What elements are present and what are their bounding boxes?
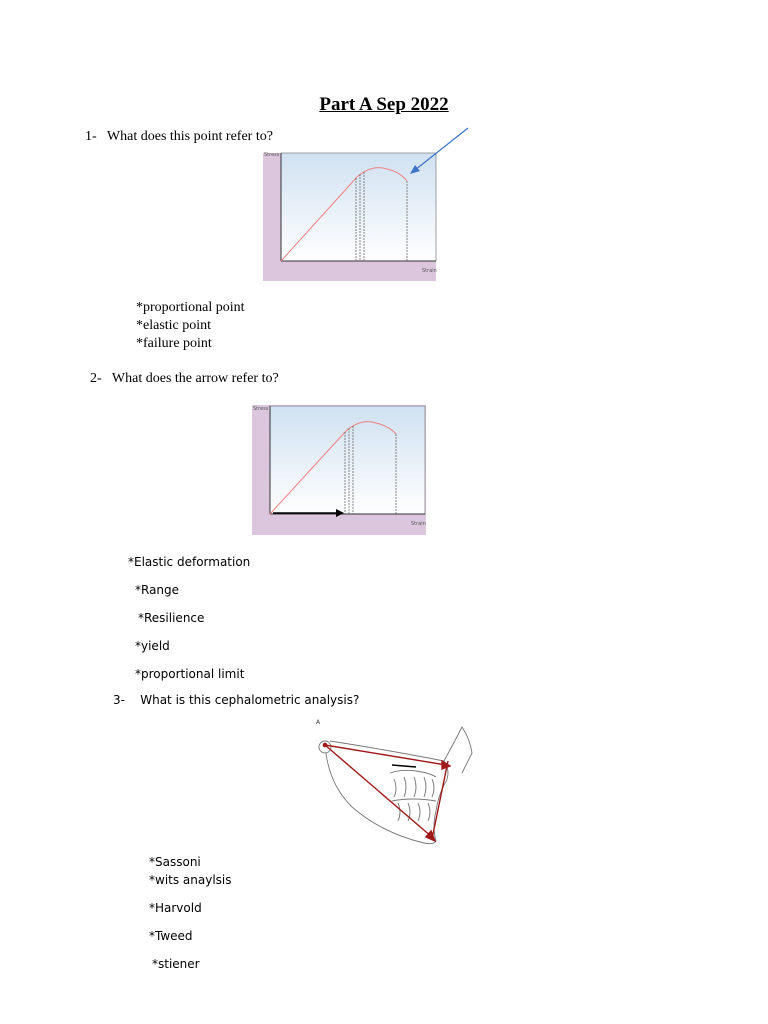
question-number: 2- [90,371,102,386]
y-axis-label: Stress [253,406,269,412]
page-title: Part A Sep 2022 [319,94,449,115]
pointer-arrow [410,128,468,174]
x-axis-label: Strain [411,521,426,527]
skull-outline [319,727,472,844]
analysis-lines [323,743,450,841]
option-q3-4[interactable]: *Tweed [149,929,193,943]
occlusal-plane-line [392,765,416,767]
point-label: A [316,719,321,726]
graph-plot-area [270,406,425,514]
option-q2-4[interactable]: *yield [135,639,170,653]
question-number: 3- [113,693,125,707]
option-q3-3[interactable]: *Harvold [149,901,202,915]
option-q3-5[interactable]: *stiener [152,957,200,971]
option-q2-5[interactable]: *proportional limit [135,667,245,681]
option-q2-1[interactable]: *Elastic deformation [128,555,251,569]
answer-option[interactable]: *proportional point [136,300,245,315]
stress-strain-graph-1 [262,124,472,284]
option-q2-3[interactable]: *Resilience [138,611,205,625]
question-2 [90,371,279,387]
x-axis-label: Strain [422,268,437,274]
answer-option[interactable]: *elastic point [136,318,212,333]
question-1 [85,129,273,145]
option-q2-2[interactable]: *Range [135,583,180,597]
answer-option[interactable]: *failure point [136,336,212,351]
question-text: What does the arrow refer to? [111,371,279,386]
stress-strain-graph-2 [251,404,429,536]
option-q3-1[interactable]: *Sassoni [149,855,201,869]
y-axis-label: Stress [264,152,280,158]
option-q3-2[interactable]: *wits anaylsis [149,873,232,887]
question-number: 1- [85,129,97,144]
question-text: What does this point refer to? [106,129,273,144]
cephalometric-skull-figure [312,715,480,850]
options-q1 [136,299,245,353]
question-text: What is this cephalometric analysis? [140,693,360,707]
question-3 [113,693,359,707]
